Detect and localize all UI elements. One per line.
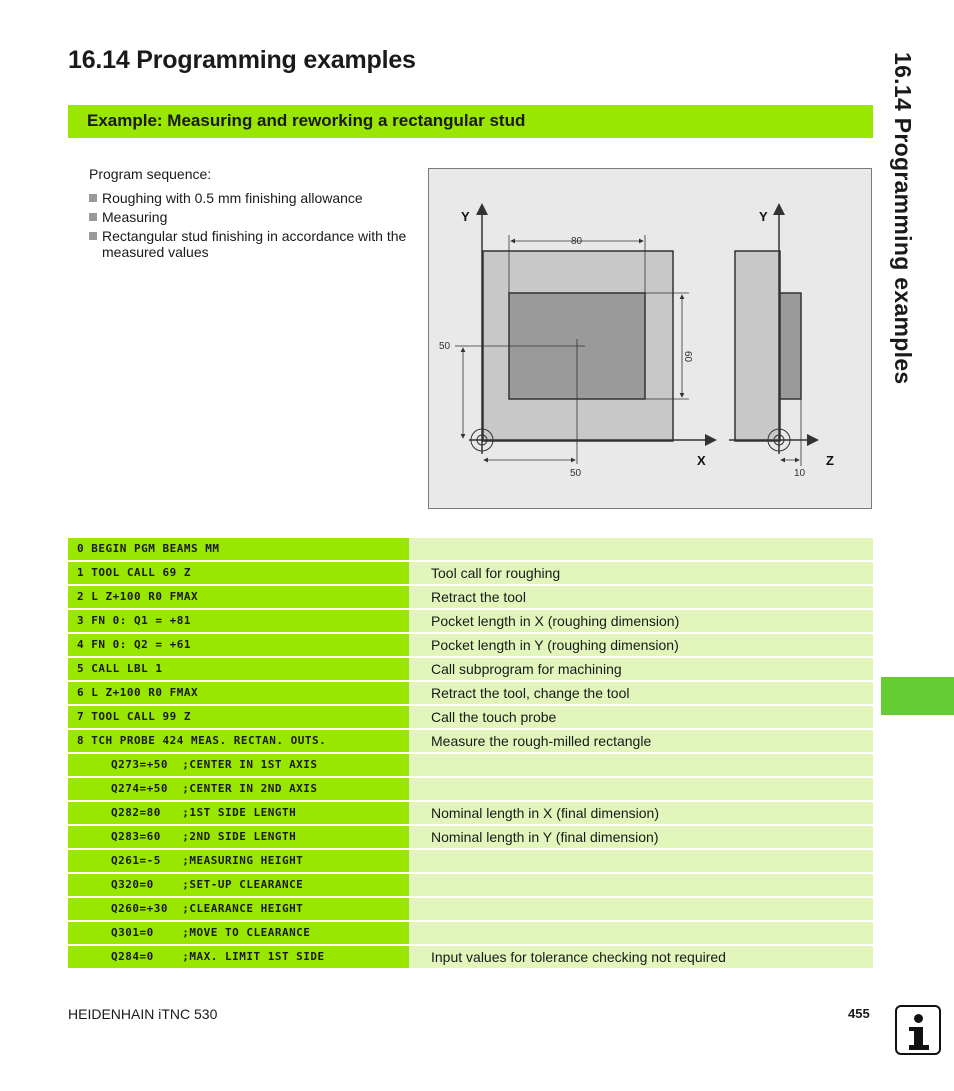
label-y-left: Y — [461, 209, 470, 224]
nc-comment-cell: Retract the tool, change the tool — [409, 682, 873, 704]
table-row — [68, 754, 873, 778]
stud-side-view — [780, 293, 801, 399]
nc-code-cell: Q282=80 ;1ST SIDE LENGTH — [68, 802, 409, 824]
nc-comment-cell: Nominal length in Y (final dimension) — [409, 826, 873, 848]
nc-code-cell: 5 CALL LBL 1 — [68, 658, 409, 680]
label-dim-50-bottom: 50 — [570, 468, 582, 479]
table-row — [68, 802, 873, 826]
side-chapter-title: 16.14 Programming examples — [890, 52, 916, 385]
label-y-right: Y — [759, 209, 768, 224]
program-sequence-list — [89, 190, 409, 260]
nc-code-cell: 4 FN 0: Q2 = +61 — [68, 634, 409, 656]
footer-brand: HEIDENHAIN iTNC 530 — [68, 1006, 218, 1022]
nc-comment-cell: Measure the rough-milled rectangle — [409, 730, 873, 752]
section-title: Example: Measuring and reworking a rectangular stud — [87, 111, 526, 130]
drawing-svg — [429, 169, 873, 510]
nc-comment-cell: Pocket length in X (roughing dimension) — [409, 610, 873, 632]
label-dim-60: 60 — [682, 351, 693, 363]
label-dim-10: 10 — [794, 468, 806, 479]
table-row — [68, 682, 873, 706]
nc-code-cell: Q283=60 ;2ND SIDE LENGTH — [68, 826, 409, 848]
nc-code-cell: 0 BEGIN PGM BEAMS MM — [68, 538, 409, 560]
nc-comment-cell — [409, 922, 873, 944]
label-x: X — [697, 453, 706, 468]
table-row — [68, 562, 873, 586]
nc-code-cell: 6 L Z+100 R0 FMAX — [68, 682, 409, 704]
nc-comment-cell: Nominal length in X (final dimension) — [409, 802, 873, 824]
nc-code-cell: 2 L Z+100 R0 FMAX — [68, 586, 409, 608]
chapter-tab — [881, 677, 954, 715]
square-bullet-icon — [89, 213, 97, 221]
label-dim-50-left: 50 — [439, 341, 451, 352]
nc-comment-cell: Tool call for roughing — [409, 562, 873, 584]
nc-comment-cell — [409, 850, 873, 872]
list-item: Rectangular stud finishing in accordance with the measured values — [89, 228, 409, 260]
list-item: Measuring — [89, 209, 409, 225]
nc-comment-cell: Call subprogram for machining — [409, 658, 873, 680]
workpiece-drawing — [428, 168, 872, 509]
nc-code-cell: Q320=0 ;SET-UP CLEARANCE — [68, 874, 409, 896]
program-sequence-heading: Program sequence: — [89, 166, 212, 182]
nc-comment-cell — [409, 538, 873, 560]
nc-code-cell: 8 TCH PROBE 424 MEAS. RECTAN. OUTS. — [68, 730, 409, 752]
table-row — [68, 586, 873, 610]
nc-code-cell: 1 TOOL CALL 69 Z — [68, 562, 409, 584]
nc-code-cell: Q261=-5 ;MEASURING HEIGHT — [68, 850, 409, 872]
table-row — [68, 730, 873, 754]
nc-comment-cell — [409, 778, 873, 800]
nc-code-cell: Q260=+30 ;CLEARANCE HEIGHT — [68, 898, 409, 920]
table-row — [68, 922, 873, 946]
nc-comment-cell: Pocket length in Y (roughing dimension) — [409, 634, 873, 656]
table-row — [68, 610, 873, 634]
nc-code-cell: Q274=+50 ;CENTER IN 2ND AXIS — [68, 778, 409, 800]
table-row — [68, 706, 873, 730]
table-row — [68, 778, 873, 802]
program-sequence — [89, 165, 409, 263]
nc-code-cell: Q284=0 ;MAX. LIMIT 1ST SIDE — [68, 946, 409, 968]
label-z: Z — [826, 453, 834, 468]
table-row — [68, 898, 873, 922]
square-bullet-icon — [89, 194, 97, 202]
info-icon — [895, 1005, 941, 1055]
section-header — [68, 105, 873, 138]
table-row — [68, 826, 873, 850]
nc-code-cell: 3 FN 0: Q1 = +81 — [68, 610, 409, 632]
nc-code-cell: Q301=0 ;MOVE TO CLEARANCE — [68, 922, 409, 944]
page-title: 16.14 Programming examples — [68, 46, 416, 74]
table-row — [68, 658, 873, 682]
nc-comment-cell: Input values for tolerance checking not required — [409, 946, 873, 968]
label-dim-80: 80 — [571, 236, 583, 247]
table-row — [68, 634, 873, 658]
table-row — [68, 538, 873, 562]
nc-comment-cell — [409, 754, 873, 776]
nc-program-table — [68, 538, 873, 970]
table-row — [68, 850, 873, 874]
blank-side-view — [735, 251, 780, 441]
list-item: Roughing with 0.5 mm finishing allowance — [89, 190, 409, 206]
nc-comment-cell — [409, 874, 873, 896]
table-row — [68, 874, 873, 898]
nc-comment-cell: Call the touch probe — [409, 706, 873, 728]
table-row — [68, 946, 873, 970]
nc-code-cell: Q273=+50 ;CENTER IN 1ST AXIS — [68, 754, 409, 776]
page-number: 455 — [848, 1006, 870, 1021]
nc-comment-cell — [409, 898, 873, 920]
square-bullet-icon — [89, 232, 97, 240]
nc-code-cell: 7 TOOL CALL 99 Z — [68, 706, 409, 728]
nc-comment-cell: Retract the tool — [409, 586, 873, 608]
